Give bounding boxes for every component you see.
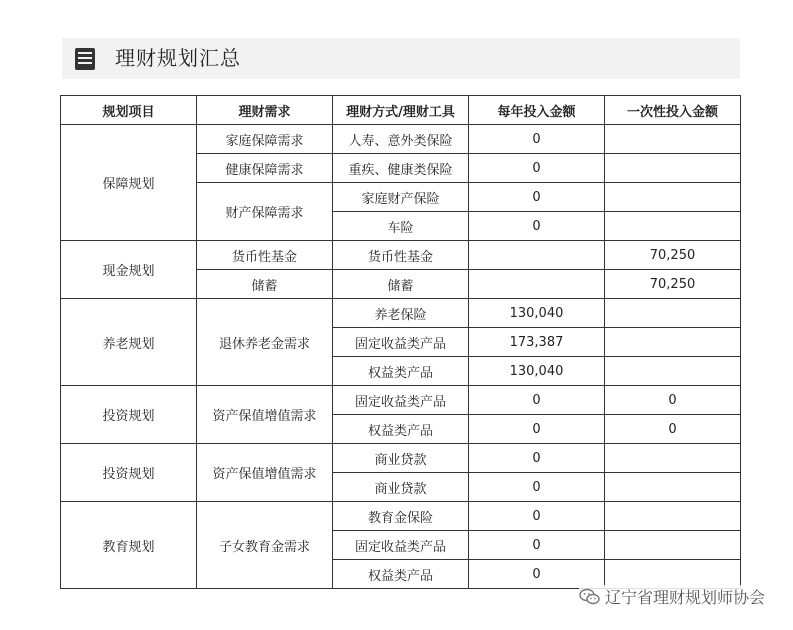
cell-project: 保障规划 [61, 125, 197, 241]
cell-lump: 0 [605, 386, 741, 415]
cell-tool: 权益类产品 [333, 415, 469, 444]
cell-lump [605, 212, 741, 241]
cell-tool: 教育金保险 [333, 502, 469, 531]
cell-lump [605, 531, 741, 560]
cell-annual: 0 [469, 444, 605, 473]
table-row [61, 386, 741, 415]
cell-lump [605, 502, 741, 531]
cell-tool: 商业贷款 [333, 473, 469, 502]
cell-annual: 0 [469, 415, 605, 444]
watermark [579, 585, 765, 608]
table-row [61, 444, 741, 473]
cell-need: 子女教育金需求 [197, 502, 333, 589]
cell-tool: 重疾、健康类保险 [333, 154, 469, 183]
cell-lump [605, 473, 741, 502]
cell-lump [605, 125, 741, 154]
wechat-icon [579, 588, 601, 606]
cell-need: 储蓄 [197, 270, 333, 299]
table-row [61, 299, 741, 328]
cell-annual: 130,040 [469, 299, 605, 328]
cell-annual [469, 270, 605, 299]
cell-tool: 权益类产品 [333, 357, 469, 386]
cell-annual: 0 [469, 502, 605, 531]
watermark-text: 辽宁省理财规划师协会 [604, 588, 765, 607]
cell-lump [605, 444, 741, 473]
title-bar [62, 38, 740, 79]
cell-need: 健康保障需求 [197, 154, 333, 183]
table-row [61, 502, 741, 531]
cell-tool: 固定收益类产品 [333, 386, 469, 415]
cell-lump [605, 357, 741, 386]
cell-tool: 固定收益类产品 [333, 531, 469, 560]
cell-tool: 货币性基金 [333, 241, 469, 270]
page-title: 理财规划汇总 [115, 46, 241, 70]
cell-annual: 0 [469, 386, 605, 415]
cell-need: 货币性基金 [197, 241, 333, 270]
cell-need: 资产保值增值需求 [197, 386, 333, 444]
cell-project: 投资规划 [61, 386, 197, 444]
cell-project: 现金规划 [61, 241, 197, 299]
cell-annual: 0 [469, 183, 605, 212]
table-row [61, 125, 741, 154]
cell-project: 教育规划 [61, 502, 197, 589]
cell-tool: 养老保险 [333, 299, 469, 328]
cell-tool: 商业贷款 [333, 444, 469, 473]
cell-lump [605, 183, 741, 212]
column-header-lump: 一次性投入金额 [605, 96, 741, 125]
cell-tool: 车险 [333, 212, 469, 241]
cell-lump [605, 299, 741, 328]
cell-project: 投资规划 [61, 444, 197, 502]
cell-annual: 0 [469, 125, 605, 154]
cell-annual: 0 [469, 531, 605, 560]
table-row [61, 241, 741, 270]
document-list-icon [74, 47, 96, 71]
cell-need: 退休养老金需求 [197, 299, 333, 386]
table-header-row [61, 96, 741, 125]
cell-tool: 人寿、意外类保险 [333, 125, 469, 154]
cell-annual: 0 [469, 212, 605, 241]
financial-plan-table [60, 95, 741, 589]
cell-lump: 70,250 [605, 241, 741, 270]
cell-tool: 权益类产品 [333, 560, 469, 589]
cell-need: 财产保障需求 [197, 183, 333, 241]
cell-lump [605, 328, 741, 357]
cell-annual: 173,387 [469, 328, 605, 357]
cell-lump: 0 [605, 415, 741, 444]
cell-tool: 固定收益类产品 [333, 328, 469, 357]
column-header-tool: 理财方式/理财工具 [333, 96, 469, 125]
cell-need: 家庭保障需求 [197, 125, 333, 154]
cell-annual: 0 [469, 560, 605, 589]
cell-annual: 130,040 [469, 357, 605, 386]
column-header-annual: 每年投入金额 [469, 96, 605, 125]
cell-annual: 0 [469, 154, 605, 183]
cell-annual [469, 241, 605, 270]
cell-tool: 储蓄 [333, 270, 469, 299]
column-header-project: 规划项目 [61, 96, 197, 125]
cell-project: 养老规划 [61, 299, 197, 386]
cell-need: 资产保值增值需求 [197, 444, 333, 502]
column-header-need: 理财需求 [197, 96, 333, 125]
cell-lump: 70,250 [605, 270, 741, 299]
cell-annual: 0 [469, 473, 605, 502]
cell-lump [605, 154, 741, 183]
cell-tool: 家庭财产保险 [333, 183, 469, 212]
